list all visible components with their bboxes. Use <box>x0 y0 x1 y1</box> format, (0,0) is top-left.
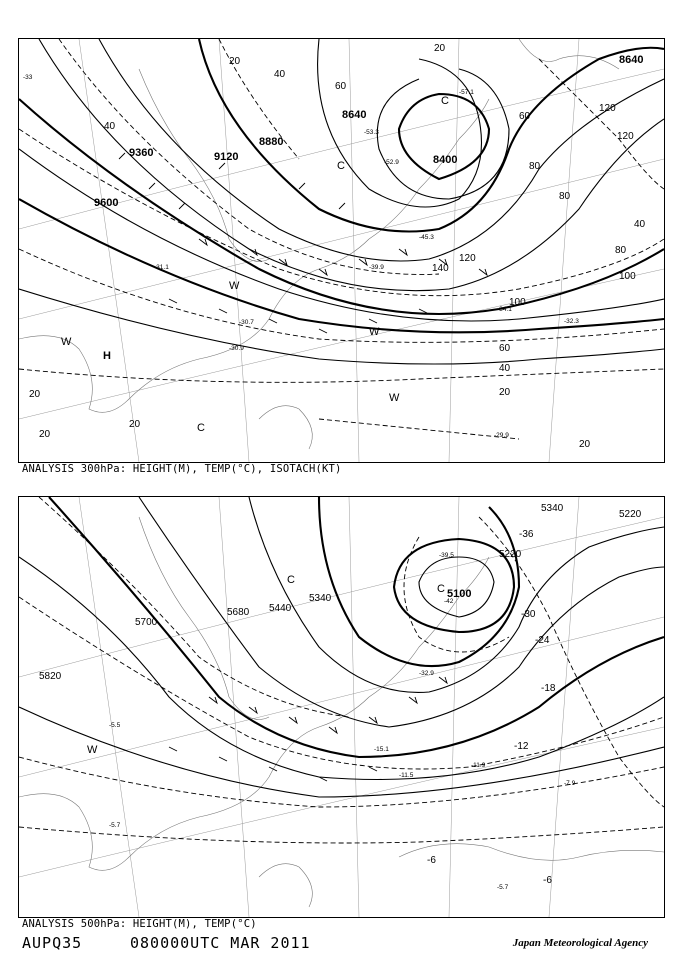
svg-text:-42: -42 <box>444 598 454 605</box>
svg-text:-32.9: -32.9 <box>419 670 434 677</box>
height-label: 8640 <box>342 109 367 121</box>
svg-text:100: 100 <box>509 297 526 308</box>
warm-center: W <box>61 336 72 348</box>
svg-text:-6: -6 <box>427 855 436 866</box>
cold-center: C <box>337 160 345 172</box>
panel-caption-500hpa: ANALYSIS 500hPa: HEIGHT(M), TEMP(°C) <box>22 918 257 930</box>
height-labels <box>39 503 642 682</box>
wind-barbs <box>119 153 487 333</box>
svg-text:100: 100 <box>619 271 636 282</box>
svg-text:40: 40 <box>499 363 511 374</box>
svg-text:-15.1: -15.1 <box>374 746 389 753</box>
svg-text:20: 20 <box>499 387 511 398</box>
svg-text:40: 40 <box>634 219 646 230</box>
svg-text:-5.5: -5.5 <box>109 722 121 729</box>
height-label: 9360 <box>129 147 154 159</box>
svg-text:-5.7: -5.7 <box>109 822 121 829</box>
warm-center: W <box>369 326 380 338</box>
svg-text:5340: 5340 <box>541 503 564 514</box>
svg-text:-32.3: -32.3 <box>564 318 579 325</box>
svg-text:-36: -36 <box>519 529 534 540</box>
height-label: 9600 <box>94 197 119 209</box>
map-300hpa <box>19 39 664 462</box>
chart-500hpa <box>18 496 665 918</box>
svg-text:60: 60 <box>499 343 511 354</box>
valid-time: 080000UTC MAR 2011 <box>130 934 311 952</box>
height-label: 8400 <box>433 154 458 166</box>
panel-caption-300hpa: ANALYSIS 300hPa: HEIGHT(M), TEMP(°C), ISOTACH(KT) <box>22 463 342 475</box>
wind-barbs <box>169 677 447 781</box>
product-code: AUPQ35 <box>22 934 83 952</box>
temperature-labels <box>109 529 576 891</box>
svg-text:80: 80 <box>559 191 571 202</box>
warm-center: W <box>389 392 400 404</box>
height-contours <box>19 497 664 797</box>
svg-text:-24: -24 <box>535 635 550 646</box>
svg-text:-52.9: -52.9 <box>384 159 399 166</box>
svg-text:120: 120 <box>599 103 616 114</box>
high-center: H <box>103 350 111 362</box>
svg-text:-29.9: -29.9 <box>494 432 509 439</box>
svg-text:5820: 5820 <box>39 671 62 682</box>
warm-center: W <box>229 280 240 292</box>
svg-text:-33: -33 <box>23 74 33 81</box>
svg-text:5100: 5100 <box>447 588 472 600</box>
svg-text:-7.9: -7.9 <box>564 780 576 787</box>
svg-text:20: 20 <box>434 43 446 54</box>
svg-text:-5.7: -5.7 <box>497 884 509 891</box>
height-label: 8880 <box>259 136 284 148</box>
svg-text:20: 20 <box>29 389 41 400</box>
svg-text:-18: -18 <box>541 683 556 694</box>
svg-text:-45.3: -45.3 <box>419 234 434 241</box>
svg-text:80: 80 <box>615 245 627 256</box>
svg-text:-39.5: -39.5 <box>439 552 454 559</box>
svg-text:20: 20 <box>579 439 591 450</box>
cold-center: C <box>197 422 205 434</box>
isotherms <box>19 497 664 843</box>
svg-text:140: 140 <box>432 263 449 274</box>
warm-center: W <box>87 744 98 756</box>
svg-text:-31.1: -31.1 <box>154 264 169 271</box>
svg-text:-39.9: -39.9 <box>369 264 384 271</box>
isotach-labels <box>29 43 646 450</box>
cold-center: C <box>287 574 295 586</box>
svg-text:5700: 5700 <box>135 617 158 628</box>
cold-center: C <box>437 583 445 595</box>
cold-center: C <box>441 95 449 107</box>
svg-text:-57.1: -57.1 <box>459 89 474 96</box>
svg-text:5440: 5440 <box>269 603 292 614</box>
svg-text:60: 60 <box>519 111 531 122</box>
svg-text:5680: 5680 <box>227 607 250 618</box>
svg-text:20: 20 <box>129 419 141 430</box>
svg-text:5220: 5220 <box>619 509 642 520</box>
svg-text:-30.7: -30.7 <box>239 319 254 326</box>
svg-text:5340: 5340 <box>309 593 332 604</box>
svg-text:20: 20 <box>39 429 51 440</box>
svg-text:-11.5: -11.5 <box>399 772 414 779</box>
svg-text:40: 40 <box>104 121 116 132</box>
svg-text:-30: -30 <box>521 609 536 620</box>
svg-text:-53.3: -53.3 <box>364 129 379 136</box>
svg-text:120: 120 <box>617 131 634 142</box>
svg-text:-6: -6 <box>543 875 552 886</box>
svg-text:120: 120 <box>459 253 476 264</box>
svg-text:60: 60 <box>335 81 347 92</box>
latlon-grid <box>19 497 664 917</box>
svg-text:20: 20 <box>229 56 241 67</box>
map-500hpa <box>19 497 664 917</box>
svg-text:5220: 5220 <box>499 549 522 560</box>
svg-text:80: 80 <box>529 161 541 172</box>
svg-text:40: 40 <box>274 69 286 80</box>
height-label: 8640 <box>619 54 644 66</box>
svg-text:-30.9: -30.9 <box>229 345 244 352</box>
agency-name: Japan Meteorological Agency <box>512 937 648 949</box>
svg-text:-11.9: -11.9 <box>471 762 486 769</box>
coastlines <box>19 517 664 907</box>
chart-300hpa <box>18 38 665 463</box>
svg-text:-12: -12 <box>514 741 529 752</box>
svg-text:-34.1: -34.1 <box>497 306 512 313</box>
height-label: 9120 <box>214 151 239 163</box>
